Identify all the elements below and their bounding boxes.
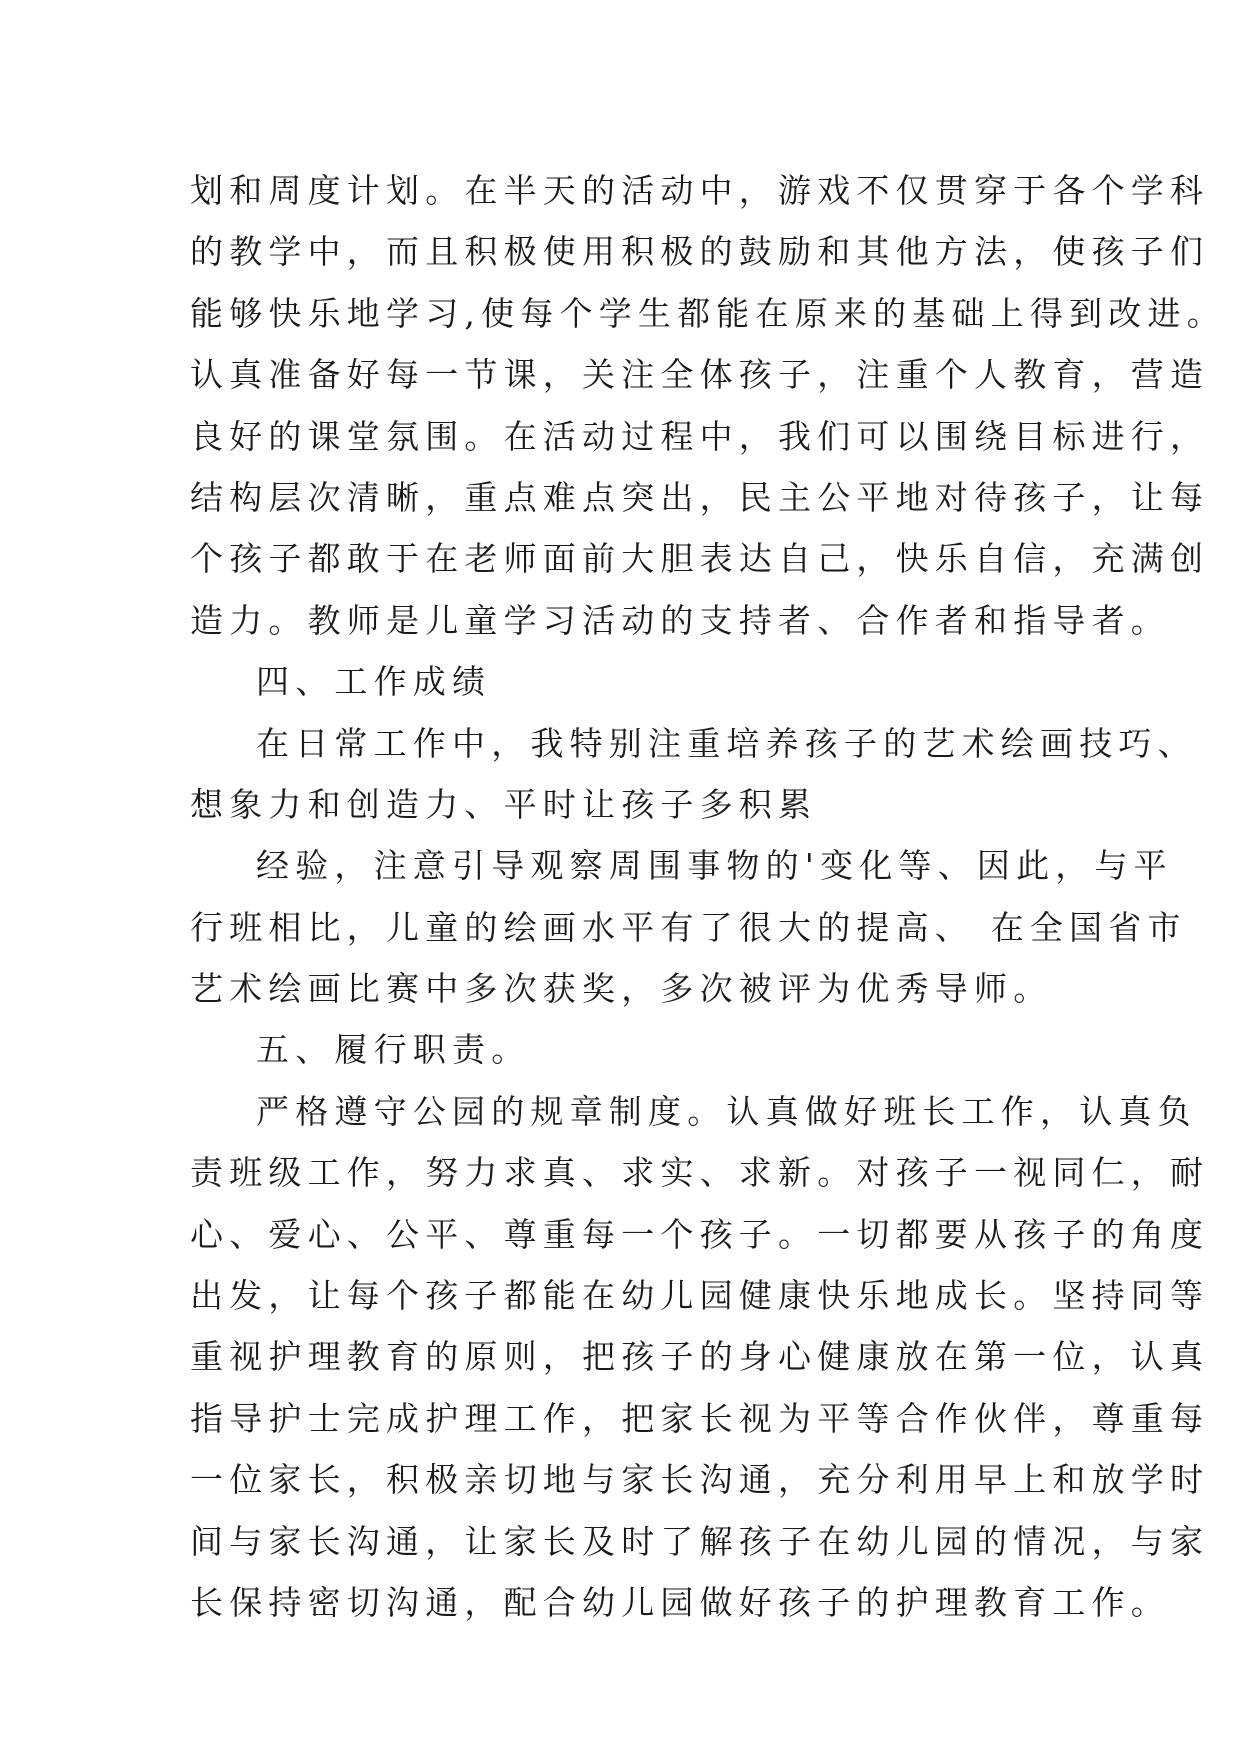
text-line: 间与家长沟通，让家长及时了解孩子在幼儿园的情况，与家	[190, 1521, 1210, 1561]
text-line: 划和周度计划。在半天的活动中，游戏不仅贯穿于各个学科	[190, 171, 1210, 210]
text-line: 责班级工作，努力求真、求实、求新。对孩子一视同仁，耐	[190, 1153, 1210, 1193]
text-line: 的教学中，而且积极使用积极的鼓励和其他方法，使孩子们	[190, 232, 1210, 272]
text-line: 长保持密切沟通，配合幼儿园做好孩子的护理教育工作。	[190, 1582, 1170, 1622]
text-line: 认真准备好每一节课，关注全体孩子，注重个人教育，营造	[190, 355, 1210, 395]
text-line: 出发，让每个孩子都能在幼儿园健康快乐地成长。坚持同等	[190, 1276, 1210, 1316]
text-line: 想象力和创造力、平时让孩子多积累	[190, 784, 818, 824]
text-line: 心、爱心、公平、尊重每一个孩子。一切都要从孩子的角度	[190, 1214, 1210, 1254]
text-line: 结构层次清晰，重点难点突出，民主公平地对待孩子，让每	[190, 477, 1210, 517]
text-line: 能够快乐地学习,使每个学生都能在原来的基础上得到改进。	[190, 293, 1226, 333]
body-text	[190, 160, 1226, 1633]
text-line: 良好的课堂氛围。在活动过程中，我们可以围绕目标进行，	[190, 416, 1210, 456]
text-line: 一位家长，积极亲切地与家长沟通，充分利用早上和放学时	[190, 1460, 1210, 1500]
text-line: 重视护理教育的原则，把孩子的身心健康放在第一位，认真	[190, 1337, 1210, 1377]
text-line: 在日常工作中，我特别注重培养孩子的艺术绘画技巧、	[256, 723, 1197, 763]
text-line: 造力。教师是儿童学习活动的支持者、合作者和指导者。	[190, 600, 1170, 640]
section-heading: 五、履行职责。	[256, 1030, 531, 1070]
text-line: 严格遵守公园的规章制度。认真做好班长工作，认真负	[256, 1091, 1197, 1131]
text-line: 指导护士完成护理工作，把家长视为平等合作伙伴，尊重每	[190, 1398, 1210, 1438]
text-line: 个孩子都敢于在老师面前大胆表达自己，快乐自信，充满创	[190, 539, 1210, 579]
section-heading: 四、工作成绩	[256, 662, 492, 702]
text-line: 行班相比，儿童的绘画水平有了很大的提高、 在全国省市	[190, 907, 1187, 947]
text-line: 艺术绘画比赛中多次获奖，多次被评为优秀导师。	[190, 969, 1053, 1009]
text-line: 经验，注意引导观察周围事物的'变化等、因此，与平	[256, 846, 1173, 886]
